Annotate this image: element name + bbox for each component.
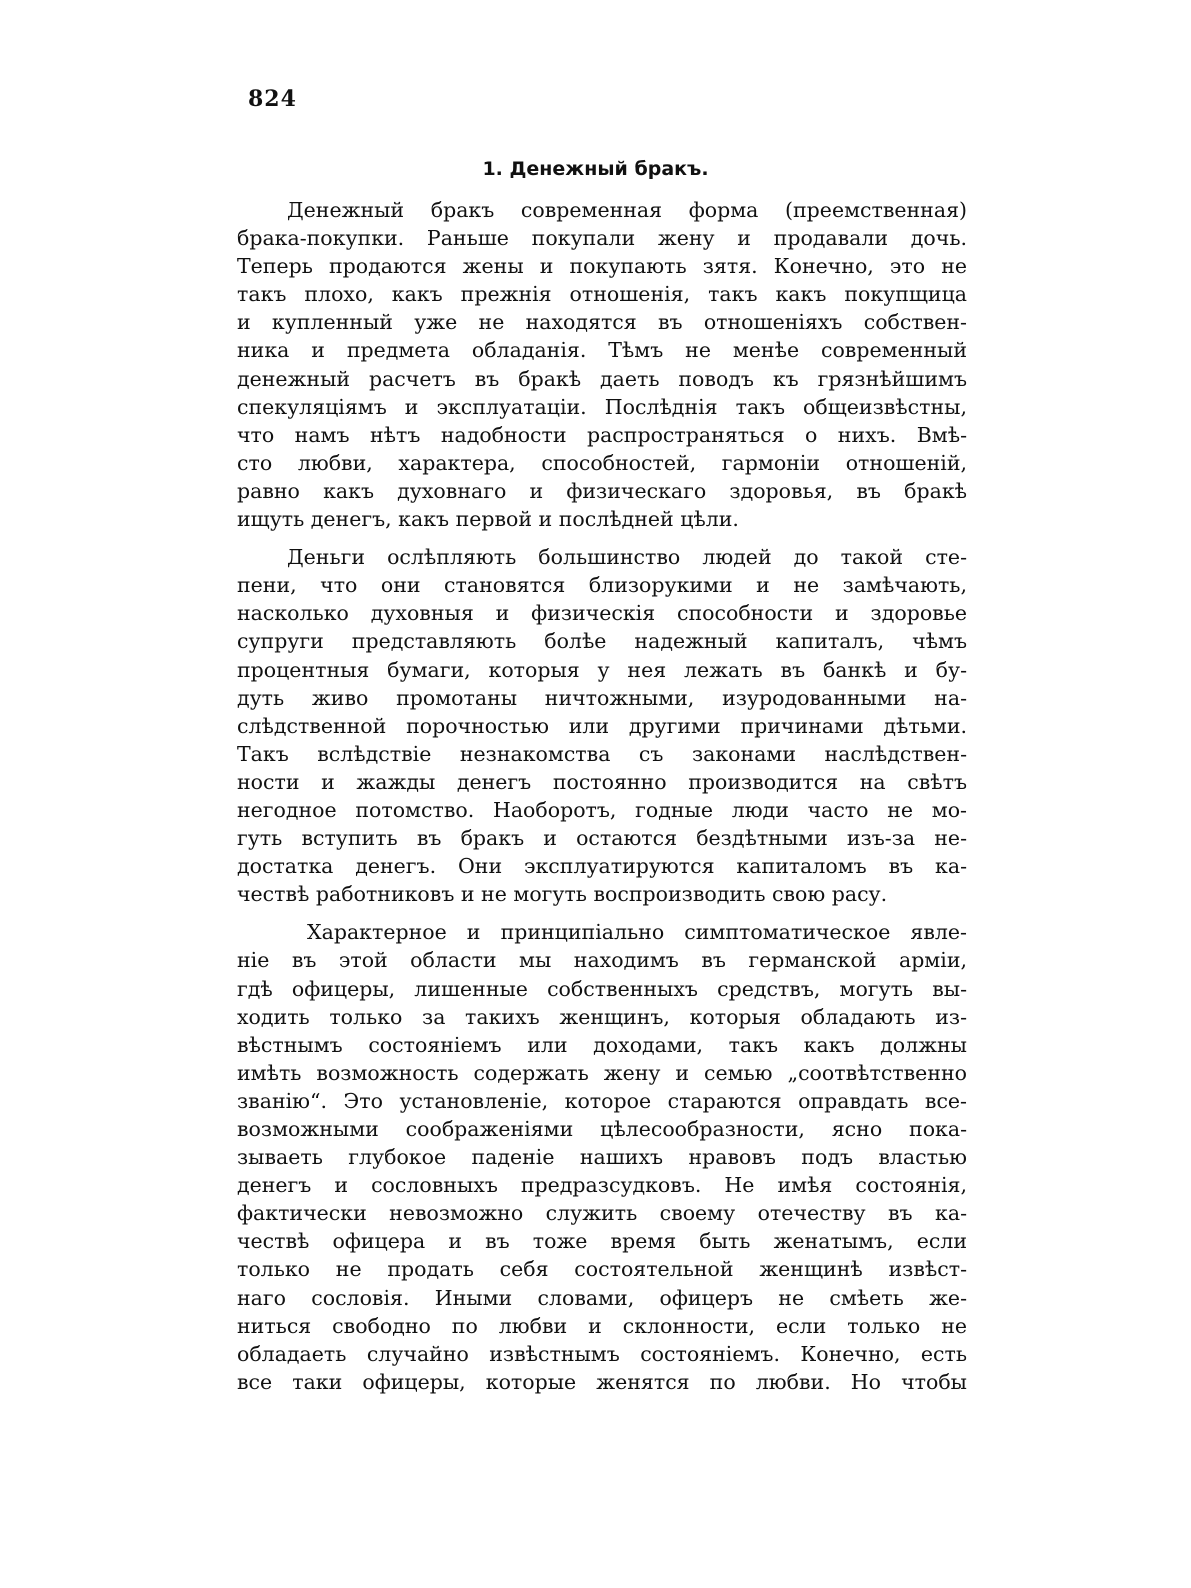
- text-line: ніе въ этой области мы находимъ въ германской арміи,: [237, 948, 967, 973]
- text-line: насколько духовныя и физическія способности и здоровье: [237, 601, 967, 626]
- text-line: обладаеть случайно извѣстнымъ состояніемъ. Конечно, есть: [237, 1341, 967, 1366]
- text-line: ника и предмета обладанія. Тѣмъ не менѣе современный: [237, 338, 967, 363]
- paragraph-3: [237, 918, 967, 1396]
- text-line: ходить только за такихъ женщинъ, которыя обладають из-: [237, 1004, 967, 1029]
- text-line: достатка денегъ. Они эксплуатируются капиталомъ въ ка-: [237, 854, 967, 879]
- text-line: Характерное и принципіально симптоматическое явле-: [307, 920, 967, 945]
- text-line: дуть живо промотаны ничтожными, изуродованными на-: [237, 685, 967, 710]
- text-line: имѣть возможность содержать жену и семью „соотвѣтственно: [237, 1060, 967, 1085]
- text-line: и купленный уже не находятся въ отношеніяхъ собствен-: [237, 310, 967, 335]
- text-line: супруги представляють болѣе надежный капиталъ, чѣмъ: [237, 629, 967, 654]
- page-number: 824: [248, 86, 297, 112]
- text-line: ниться свободно по любви и склонности, если только не: [237, 1313, 967, 1338]
- text-line: процентныя бумаги, которыя у нея лежать въ банкѣ и бу-: [237, 657, 967, 682]
- text-line: Деньги ослѣпляють большинство людей до такой сте-: [287, 545, 967, 570]
- text-line: сто любви, характера, способностей, гармоніи отношеній,: [237, 450, 967, 475]
- text-line: гдѣ офицеры, лишенные собственныхъ средствъ, могуть вы-: [237, 976, 967, 1001]
- text-line: только не продать себя состоятельной женщинѣ извѣст-: [237, 1257, 967, 1282]
- paragraph-1: [237, 196, 967, 533]
- text-line: вѣстнымъ состояніемъ или доходами, такъ какъ должны: [237, 1032, 967, 1057]
- text-line: что намъ нѣтъ надобности распространяться о нихъ. Вмѣ-: [237, 422, 967, 447]
- text-line: равно какъ духовнаго и физическаго здоровья, въ бракѣ: [237, 478, 967, 503]
- text-line: слѣдственной порочностью или другими причинами дѣтьми.: [237, 713, 967, 738]
- body-text: [237, 196, 967, 1396]
- text-line: Теперь продаются жены и покупають зятя. Конечно, это не: [237, 254, 967, 279]
- paragraph-2: [237, 543, 967, 908]
- text-line: спекуляціямъ и эксплуатаціи. Послѣднія такъ общеизвѣстны,: [237, 394, 967, 419]
- text-line: денежный расчетъ въ бракѣ даеть поводъ къ грязнѣйшимъ: [237, 366, 967, 391]
- section-heading: 1. Денежный бракъ.: [482, 158, 709, 180]
- text-line: фактически невозможно служить своему отечеству въ ка-: [237, 1201, 967, 1226]
- text-line: Денежный бракъ современная форма (преемственная): [287, 198, 967, 222]
- text-line: чествѣ работниковъ и не могуть воспроизводить свою расу.: [237, 882, 888, 907]
- text-line: брака-покупки. Раньше покупали жену и продавали дочь.: [237, 226, 967, 251]
- text-line: ности и жажды денегъ постоянно производится на свѣтъ: [237, 769, 967, 794]
- text-line: такъ плохо, какъ прежнія отношенія, такъ какъ покупщица: [237, 282, 967, 307]
- text-line: негодное потомство. Наоборотъ, годные люди часто не мо-: [237, 797, 967, 822]
- text-line: все таки офицеры, которые женятся по любви. Но чтобы: [237, 1369, 967, 1394]
- text-line: наго сословія. Иными словами, офицеръ не смѣеть же-: [237, 1285, 967, 1310]
- text-line: зываеть глубокое паденіе нашихъ нравовъ подъ властью: [237, 1145, 967, 1170]
- text-line: возможными соображеніями цѣлесообразности, ясно пока-: [237, 1117, 967, 1141]
- text-line: гуть вступить въ бракъ и остаются бездѣтными изъ-за не-: [237, 826, 967, 851]
- text-line: денегъ и сословныхъ предразсудковъ. Не имѣя состоянія,: [237, 1173, 967, 1198]
- text-line: пени, что они становятся близорукими и не замѣчають,: [237, 573, 967, 598]
- text-line: Такъ вслѣдствіе незнакомства съ законами наслѣдствен-: [237, 741, 967, 766]
- text-line: званію“. Это установленіе, которое стараются оправдать все-: [237, 1088, 967, 1113]
- text-line: чествѣ офицера и въ тоже время быть женатымъ, если: [237, 1229, 967, 1254]
- text-line: ищуть денегъ, какъ первой и послѣдней цѣли.: [237, 507, 739, 532]
